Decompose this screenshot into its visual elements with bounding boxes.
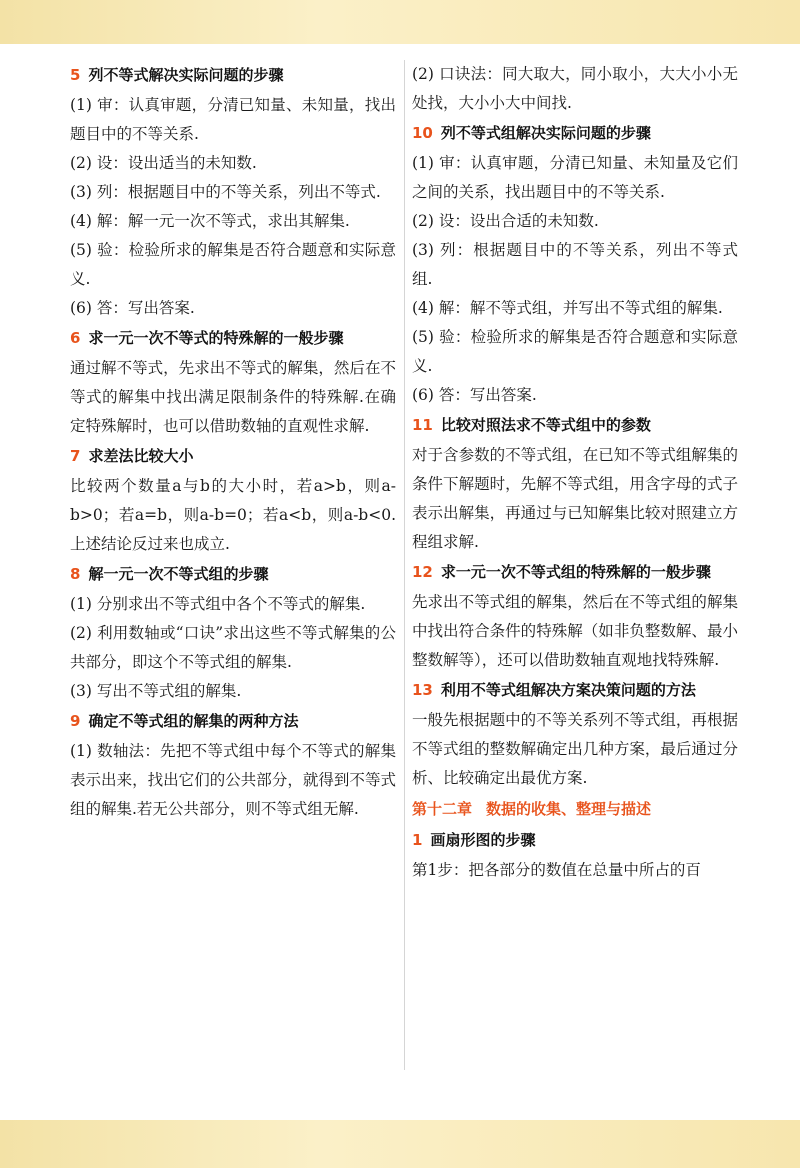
step-item: (4) 解：解一元一次不等式，求出其解集. xyxy=(70,212,350,230)
section-number: 12 xyxy=(412,563,433,581)
section-7 xyxy=(70,441,396,559)
section-5 xyxy=(70,60,396,323)
step-item: (2) 口诀法：同大取大，同小取小，大大小小无处找，大小小大中间找. xyxy=(412,65,738,112)
bottom-decorative-band xyxy=(0,1120,800,1168)
section-chapter12-1 xyxy=(412,825,738,885)
section-number: 13 xyxy=(412,681,433,699)
chapter-title: 数据的收集、整理与描述 xyxy=(486,800,652,818)
section-heading xyxy=(70,559,396,590)
step-item: (1) 审：认真审题，分清已知量、未知量，找出题目中的不等关系. xyxy=(70,96,396,143)
section-title: 求一元一次不等式组的特殊解的一般步骤 xyxy=(440,563,711,581)
section-text: 通过解不等式，先求出不等式的解集，然后在不等式的解集中找出满足限制条件的特殊解.在确定特殊解时，也可以借助数轴的直观性求解. xyxy=(70,359,396,435)
step-item: (1) 审：认真审题，分清已知量、未知量及它们之间的关系，找出题目中的不等关系. xyxy=(412,154,738,201)
section-number: 5 xyxy=(70,66,81,84)
section-heading xyxy=(70,60,396,91)
column-divider xyxy=(404,60,405,1070)
section-8 xyxy=(70,559,396,706)
top-decorative-band xyxy=(0,0,800,44)
step-item: (3) 列：根据题目中的不等关系，列出不等式. xyxy=(70,183,381,201)
right-column xyxy=(412,60,738,885)
section-11 xyxy=(412,410,738,557)
step-item: (3) 写出不等式组的解集. xyxy=(70,682,242,700)
chapter-number: 第十二章 xyxy=(412,800,473,818)
section-heading xyxy=(70,706,396,737)
section-title: 画扇形图的步骤 xyxy=(430,831,536,849)
section-number: 10 xyxy=(412,124,433,142)
section-heading xyxy=(412,410,738,441)
section-title: 列不等式组解决实际问题的步骤 xyxy=(440,124,651,142)
step-item: (2) 设：设出合适的未知数. xyxy=(412,212,599,230)
section-text: 一般先根据题中的不等关系列不等式组，再根据不等式组的整数解确定出几种方案，最后通过分析、比较确定出最优方案. xyxy=(412,711,738,787)
section-12 xyxy=(412,557,738,675)
step-item: (2) 设：设出适当的未知数. xyxy=(70,154,257,172)
section-title: 解一元一次不等式组的步骤 xyxy=(88,565,269,583)
step-item: (6) 答：写出答案. xyxy=(70,299,195,317)
section-title: 利用不等式组解决方案决策问题的方法 xyxy=(440,681,696,699)
section-text: 比较两个数量a与b的大小时，若a>b，则a-b>0；若a=b，则a-b=0；若a<b，则a-b<0.上述结论反过来也成立. xyxy=(70,477,396,553)
section-heading xyxy=(412,675,738,706)
section-number: 6 xyxy=(70,329,81,347)
step-item: (1) 数轴法：先把不等式组中每个不等式的解集表示出来，找出它们的公共部分，就得到不等式组的解集.若无公共部分，则不等式组无解. xyxy=(70,742,396,818)
section-number: 7 xyxy=(70,447,81,465)
section-6 xyxy=(70,323,396,441)
section-title: 求一元一次不等式的特殊解的一般步骤 xyxy=(88,329,344,347)
section-9 xyxy=(70,706,396,824)
section-title: 列不等式解决实际问题的步骤 xyxy=(88,66,284,84)
step-item: (5) 验：检验所求的解集是否符合题意和实际意义. xyxy=(70,241,396,288)
step-item: (1) 分别求出不等式组中各个不等式的解集. xyxy=(70,595,366,613)
step-item: (6) 答：写出答案. xyxy=(412,386,537,404)
section-heading xyxy=(412,118,738,149)
section-title: 求差法比较大小 xyxy=(88,447,194,465)
section-heading xyxy=(70,323,396,354)
step-item: (3) 列：根据题目中的不等关系，列出不等式组. xyxy=(412,241,738,288)
section-title: 比较对照法求不等式组中的参数 xyxy=(440,416,651,434)
step-item: (2) 利用数轴或“口诀”求出这些不等式解集的公共部分，即这个不等式组的解集. xyxy=(70,624,396,671)
section-heading xyxy=(70,441,396,472)
left-column xyxy=(70,60,396,824)
page-content xyxy=(70,60,738,1106)
section-number: 1 xyxy=(412,831,423,849)
section-text: 第1步：把各部分的数值在总量中所占的百 xyxy=(412,861,701,879)
section-13 xyxy=(412,675,738,793)
section-heading xyxy=(412,825,738,856)
step-item: (5) 验：检验所求的解集是否符合题意和实际意义. xyxy=(412,328,738,375)
section-number: 8 xyxy=(70,565,81,583)
section-title: 确定不等式组的解集的两种方法 xyxy=(88,712,299,730)
section-10 xyxy=(412,118,738,410)
section-number: 9 xyxy=(70,712,81,730)
section-text: 对于含参数的不等式组，在已知不等式组解集的条件下解题时，先解不等式组，用含字母的式子表示出解集，再通过与已知解集比较对照建立方程组求解. xyxy=(412,446,738,551)
section-text: 先求出不等式组的解集，然后在不等式组的解集中找出符合条件的特殊解（如非负整数解、最小整数解等），还可以借助数轴直观地找特殊解. xyxy=(412,593,738,669)
step-item: (4) 解：解不等式组，并写出不等式组的解集. xyxy=(412,299,723,317)
section-heading xyxy=(412,557,738,588)
section-number: 11 xyxy=(412,416,433,434)
chapter-heading xyxy=(412,793,738,825)
